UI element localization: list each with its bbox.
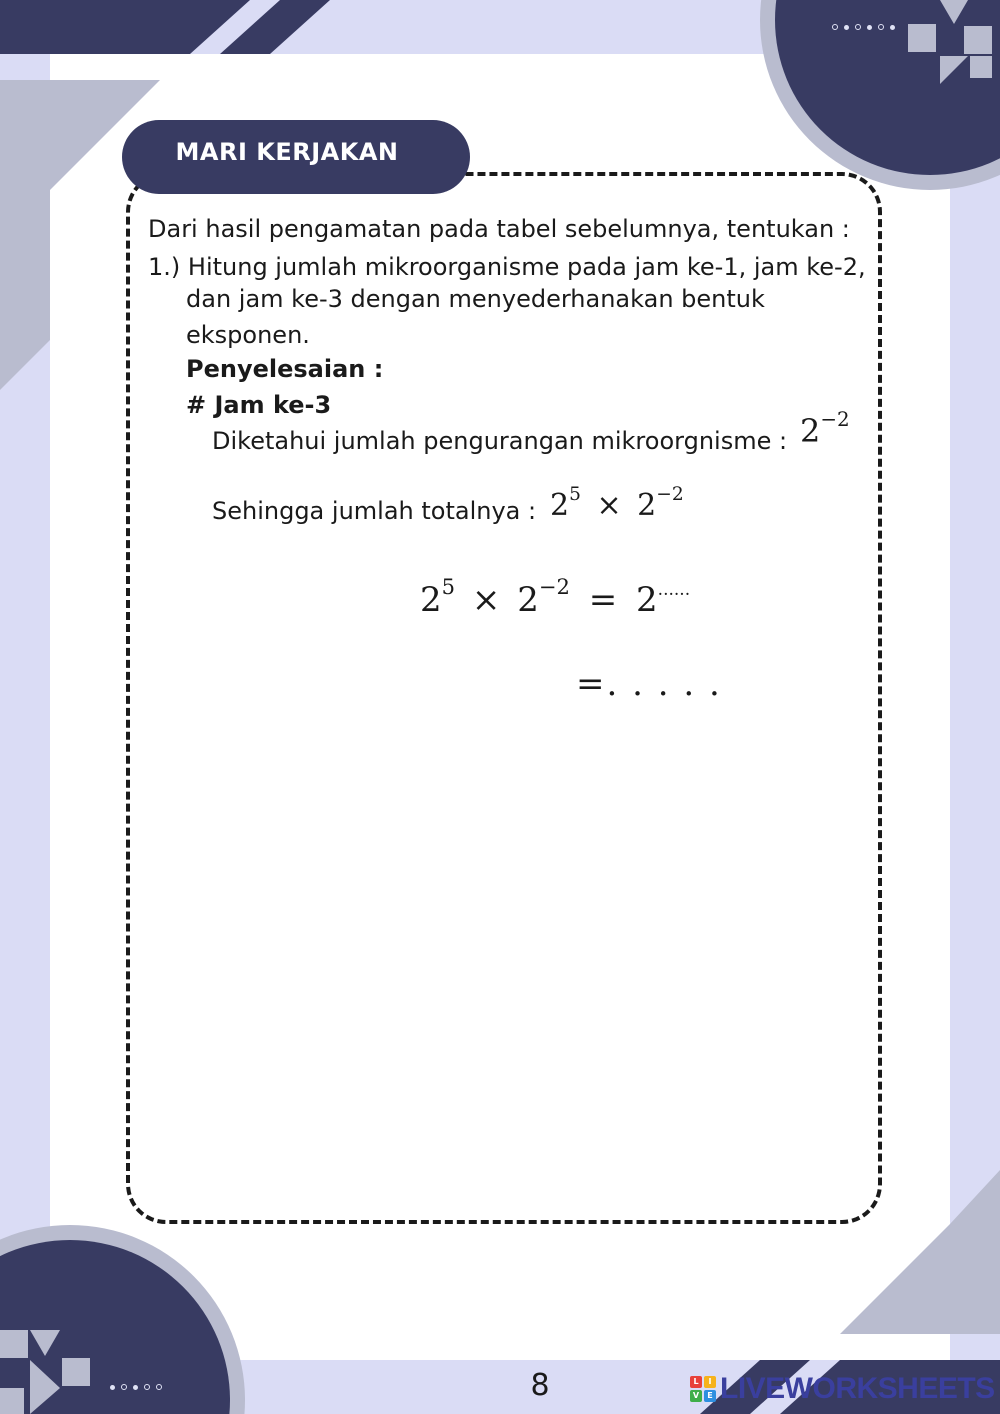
known-base: 2 [800, 412, 821, 450]
logo-letter-v: V [690, 1390, 702, 1402]
eq-result-exponent[interactable]: ...... [657, 580, 691, 601]
dot-indicator-top [832, 24, 895, 30]
eq-base-1: 2 [420, 580, 442, 620]
total-base-1: 2 [550, 488, 570, 523]
known-label: Diketahui jumlah pengurangan mikroorgnisme : [212, 427, 788, 455]
brand-logo-icon [690, 1376, 716, 1402]
equation-line-1 [420, 574, 691, 620]
intro-text: Dari hasil pengamatan pada tabel sebelumnya, tentukan : [148, 215, 850, 243]
dot-indicator-bottom [110, 1384, 162, 1390]
eq-result-base: 2 [636, 580, 658, 620]
logo-letter-l: L [690, 1376, 702, 1388]
question-line-2: dan jam ke-3 dengan menyederhanakan bentuk [186, 285, 765, 313]
page-number: 8 [530, 1368, 550, 1403]
total-base-2: 2 [637, 488, 657, 523]
eq-times-sign: × [471, 580, 501, 620]
eq-exponent-1: 5 [441, 574, 456, 600]
total-expression [550, 484, 684, 523]
solution-label: Penyelesaian : [186, 355, 384, 383]
brand-name: LIVEWORKSHEETS [720, 1372, 995, 1405]
logo-letter-i: I [704, 1376, 716, 1388]
eq-equals-sign: = [588, 580, 618, 620]
times-sign: × [596, 488, 622, 523]
equation-line-2[interactable]: =. . . . . [576, 664, 722, 704]
eq-base-2: 2 [517, 580, 539, 620]
section-title: MARI KERJAKAN [175, 138, 399, 166]
total-exponent-2: −2 [656, 484, 684, 506]
question-line-3: eksponen. [186, 321, 310, 349]
total-exponent-1: 5 [569, 484, 581, 506]
total-label: Sehingga jumlah totalnya : [212, 497, 537, 525]
known-exponent: −2 [820, 408, 850, 432]
section-label: # Jam ke-3 [186, 391, 332, 419]
eq-exponent-2: −2 [538, 574, 570, 600]
question-line-1: 1.) Hitung jumlah mikroorganisme pada jam ke-1, jam ke-2, [148, 253, 866, 281]
section-header [122, 120, 470, 194]
logo-letter-e: E [704, 1390, 716, 1402]
known-expression [800, 408, 850, 450]
brand-logo [690, 1372, 995, 1406]
